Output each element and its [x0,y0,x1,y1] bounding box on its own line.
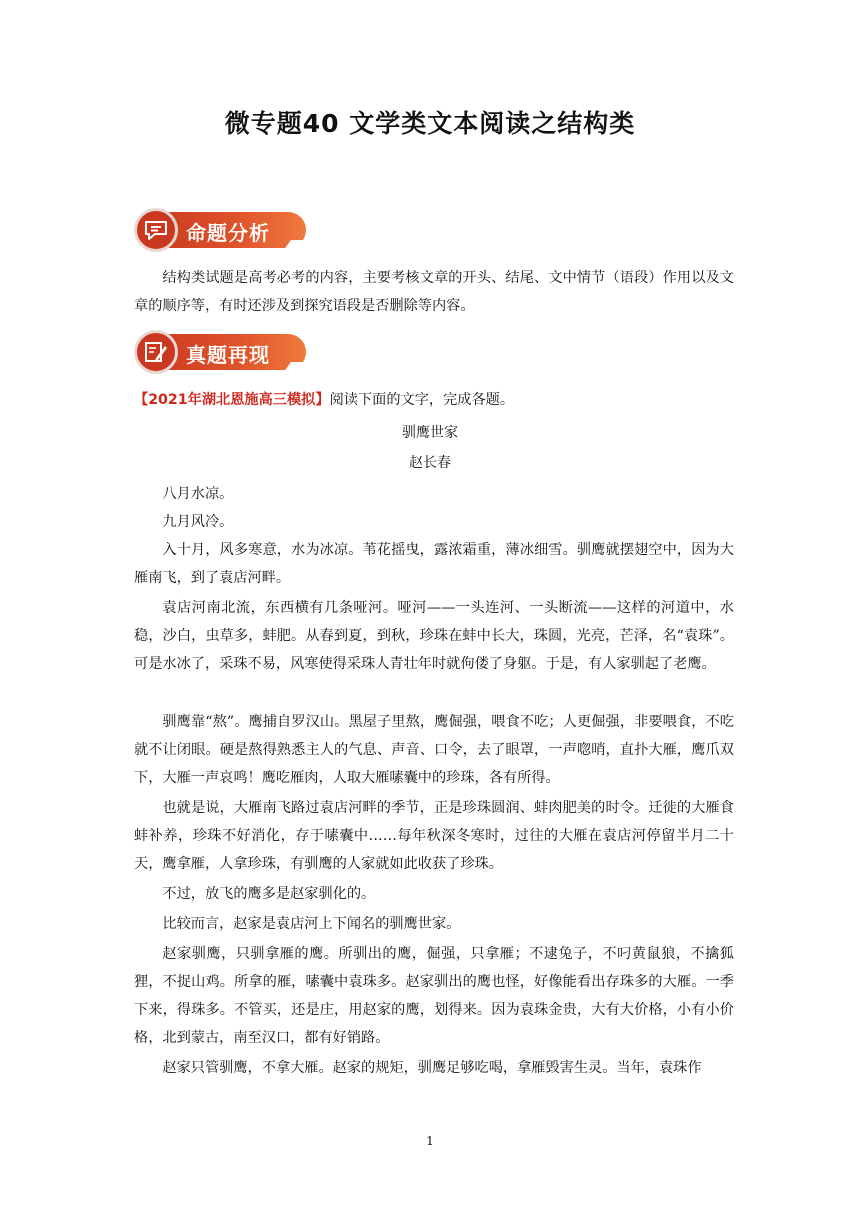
banner-label: 真题再现 [186,343,270,367]
source-tag: 【2021年湖北恩施高三模拟】 [134,392,330,408]
question-source-line [134,386,754,414]
article-paragraph: 不过，放飞的鹰多是赵家驯化的。 [162,886,376,902]
article-paragraph: 赵家驯鹰，只驯拿雁的鹰。所驯出的鹰，倔强，只拿雁；不逮兔子，不叼黄鼠狼，不擒狐狸，不捉山鸡。所拿的雁，嗉囊中袁珠多。赵家驯出的鹰也怪，好像能看出存珠多的大雁。一季下来，得珠多。不管买，还是庄，用赵家的鹰，划得来。因为袁珠金贵，大有大价格，小有小价格，北到蒙古，南至汉口，都有好销路。 [134,946,734,1046]
pencil-paper-icon [134,330,178,374]
instruction-text: 阅读下面的文字，完成各题。 [329,392,515,408]
article-paragraph: 驯鹰靠“熬”。鹰捕自罗汉山。黑屋子里熬，鹰倔强，喂食不吃；人更倔强，非要喂食，不吃就不让闭眼。硬是熬得熟悉主人的气息、声音、口令，去了眼罩，一声唿哨，直扑大雁，鹰爪双下，大雁一声哀鸣！鹰吃雁肉，人取大雁嗉囊中的珍珠，各有所得。 [134,714,734,786]
section-banner-analysis [134,208,306,252]
article-paragraph: 八月水凉。 [162,486,234,502]
section-banner-real-questions [134,330,306,374]
article-paragraph: 袁店河南北流，东西横有几条哑河。哑河——一头连河、一头断流——这样的河道中，水稳，沙白，虫草多，蚌肥。从春到夏，到秋，珍珠在蚌中长大，珠圆，光亮，芒泽，名“袁珠”。可是水冰了，采珠不易，风寒使得采珠人青壮年时就佝偻了身躯。于是，有人家驯起了老鹰。 [134,600,734,672]
article-paragraph: 比较而言，赵家是袁店河上下闻名的驯鹰世家。 [162,916,461,932]
intro-paragraph: 结构类试题是高考必考的内容，主要考核文章的开头、结尾、文中情节（语段）作用以及文章的顺序等，有时还涉及到探究语段是否删除等内容。 [134,270,734,314]
banner-label: 命题分析 [186,221,270,245]
article-title: 驯鹰世家 [402,425,458,441]
article-paragraph: 赵家只管驯鹰，不拿大雁。赵家的规矩，驯鹰足够吃喝，拿雁毁害生灵。当年，袁珠作 [162,1060,702,1076]
page-number: 1 [426,1134,434,1148]
article-paragraph: 也就是说，大雁南飞路过袁店河畔的季节，正是珍珠圆润、蚌肉肥美的时令。迁徙的大雁食蚌补养，珍珠不好消化，存于嗉囊中……每年秋深冬寒时，过往的大雁在袁店河停留半月二十天，鹰拿雁，人拿珍珠，有驯鹰的人家就如此收获了珍珠。 [134,800,734,872]
article-author: 赵长春 [409,455,451,471]
article-paragraph: 入十月，风多寒意，水为冰凉。苇花摇曳，露浓霜重，薄冰细雪。驯鹰就摆翅空中，因为大雁南飞，到了袁店河畔。 [134,542,734,586]
page-title: 微专题40 文学类文本阅读之结构类 [224,109,636,138]
article-paragraph: 九月风冷。 [162,514,234,530]
chat-bubble-icon [134,208,178,252]
